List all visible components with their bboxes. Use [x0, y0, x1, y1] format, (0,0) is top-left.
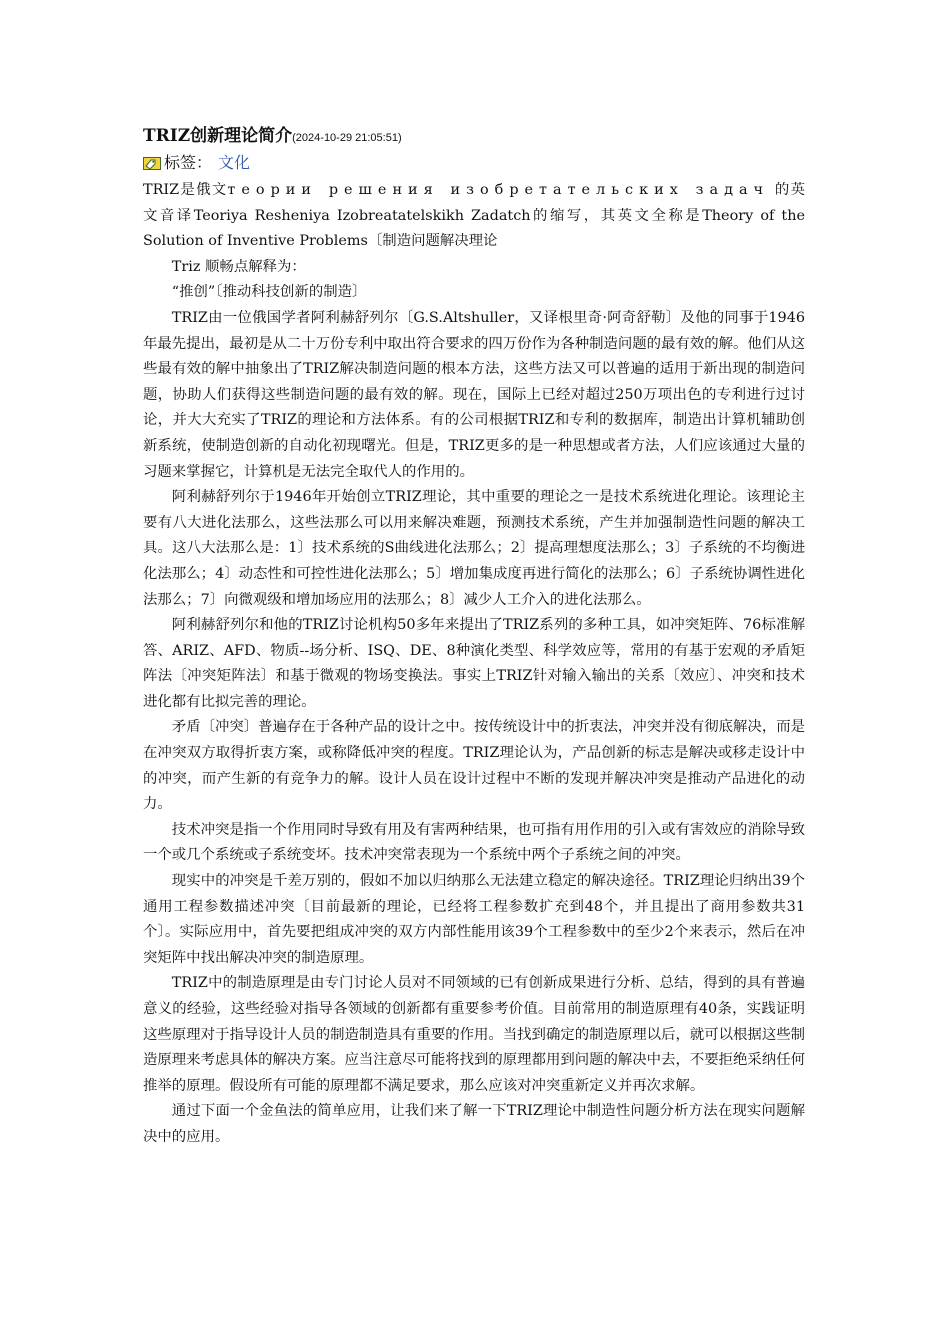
article-body — [143, 178, 805, 1151]
paragraph: TRIZ中的制造原理是由专门讨论人员对不同领域的已有创新成果进行分析、总结，得到的具有普遍意义的经验，这些经验对指导各领域的创新都有重要参考价值。目前常用的制造原理有40条，实践证明这些原理对于指导设计人员的制造制造具有重要的作用。当找到确定的制造原理以后，就可以根据这些制造原理来考虑具体的解决方案。应当注意尽可能将找到的原理都用到问题的解决中去，不要拒绝采纳任何推举的原理。假设所有可能的原理都不满足要求，那么应该对冲突重新定义并再次求解。 — [143, 975, 805, 1094]
paragraph: TRIZ由一位俄国学者阿利赫舒列尔〔G.S.Altshuller，又译根里奇·阿奇舒勒〕及他的同事于1946年最先提出，最初是从二十万份专利中取出符合要求的四万份作为各种制造问题的最有效的解。他们从这些最有效的解中抽象出了TRIZ解决制造问题的根本方法，这些方法又可以普遍的适用于新出现的制造问题，协助人们获得这些制造问题的最有效的解。现在，国际上已经对超过250万项出色的专利进行过讨论，并大大充实了TRIZ的理论和方法体系。有的公司根据TRIZ和专利的数据库，制造出计算机辅助创新系统，使制造创新的自动化初现曙光。但是，TRIZ更多的是一种思想或者方法，人们应该通过大量的习题来掌握它，计算机是无法完全取代人的作用的。 — [143, 309, 805, 480]
paragraph-text: TRIZ是俄文 — [143, 182, 228, 198]
paragraph: 通过下面一个金鱼法的简单应用，让我们来了解一下TRIZ理论中制造性问题分析方法在现实问题解决中的应用。 — [143, 1103, 805, 1145]
paragraph: “推创”〔推动科技创新的制造〕 — [171, 284, 367, 301]
paragraph: 矛盾〔冲突〕普遍存在于各种产品的设计之中。按传统设计中的折衷法，冲突并没有彻底解决，而是在冲突双方取得折衷方案，或称降低冲突的程度。TRIZ理论认为，产品创新的标志是解决或移走设计中的冲突，而产生新的有竞争力的解。设计人员在设计过程中不断的发现并解决冲突是推动产品进化的动力。 — [143, 719, 805, 813]
article-title: TRIZ创新理论简介 — [143, 126, 293, 146]
russian-name: теории решения изобретательских задач — [227, 182, 770, 198]
paragraph: Triz 顺畅点解释为： — [171, 258, 306, 275]
paragraph — [143, 178, 805, 255]
article-title-line — [143, 124, 805, 150]
paragraph: 技术冲突是指一个作用同时导致有用及有害两种结果，也可指有用作用的引入或有害效应的消除导致一个或几个系统或子系统变坏。技术冲突常表现为一个系统中两个子系统之间的冲突。 — [143, 821, 805, 864]
article-timestamp: (2024-10-29 21:05:51) — [292, 132, 402, 144]
article — [143, 124, 805, 1151]
paragraph-text: 的英文音译Teoriya Resheniya Izobreatatelskikh Zadatch的缩写，其英文全称是Theory of the Solution of Inventive Problems〔制造问题解决理论 — [143, 182, 805, 250]
paragraph: 现实中的冲突是千差万别的，假如不加以归纳那么无法建立稳定的解决途径。TRIZ理论归纳出39个通用工程参数描述冲突〔目前最新的理论，已经将工程参数扩充到48个，并且提出了商用参数共31个〕。实际应用中，首先要把组成冲突的双方内部性能用该39个工程参数中的至少2个来表示，然后在冲突矩阵中找出解决冲突的制造原理。 — [143, 873, 805, 966]
tag-link-culture[interactable]: 文化 — [218, 153, 251, 172]
paragraph: 阿利赫舒列尔和他的TRIZ讨论机构50多年来提出了TRIZ系列的多种工具，如冲突矩阵、76标准解答、ARIZ、AFD、物质--场分析、ISQ、DE、8种演化类型、科学效应等，常用的有基于宏观的矛盾矩阵法〔冲突矩阵法〕和基于微观的物场变换法。事实上TRIZ针对输入输出的关系〔效应〕、冲突和技术进化都有比拟完善的理论。 — [143, 617, 805, 710]
tag-line — [143, 152, 805, 174]
tag-icon — [143, 154, 161, 167]
tag-label: 标签： — [164, 153, 213, 172]
paragraph: 阿利赫舒列尔于1946年开始创立TRIZ理论，其中重要的理论之一是技术系统进化理论。该理论主要有八大进化法那么，这些法那么可以用来解决难题，预测技术系统，产生并加强制造性问题的解决工具。这八大法那么是：1〕技术系统的S曲线进化法那么；2〕提高理想度法那么；3〕子系统的不均衡进化法那么；4〕动态性和可控性进化法那么；5〕增加集成度再进行简化的法那么；6〕子系统协调性进化法那么；7〕向微观级和增加场应用的法那么；8〕减少人工介入的进化法那么。 — [143, 489, 805, 608]
